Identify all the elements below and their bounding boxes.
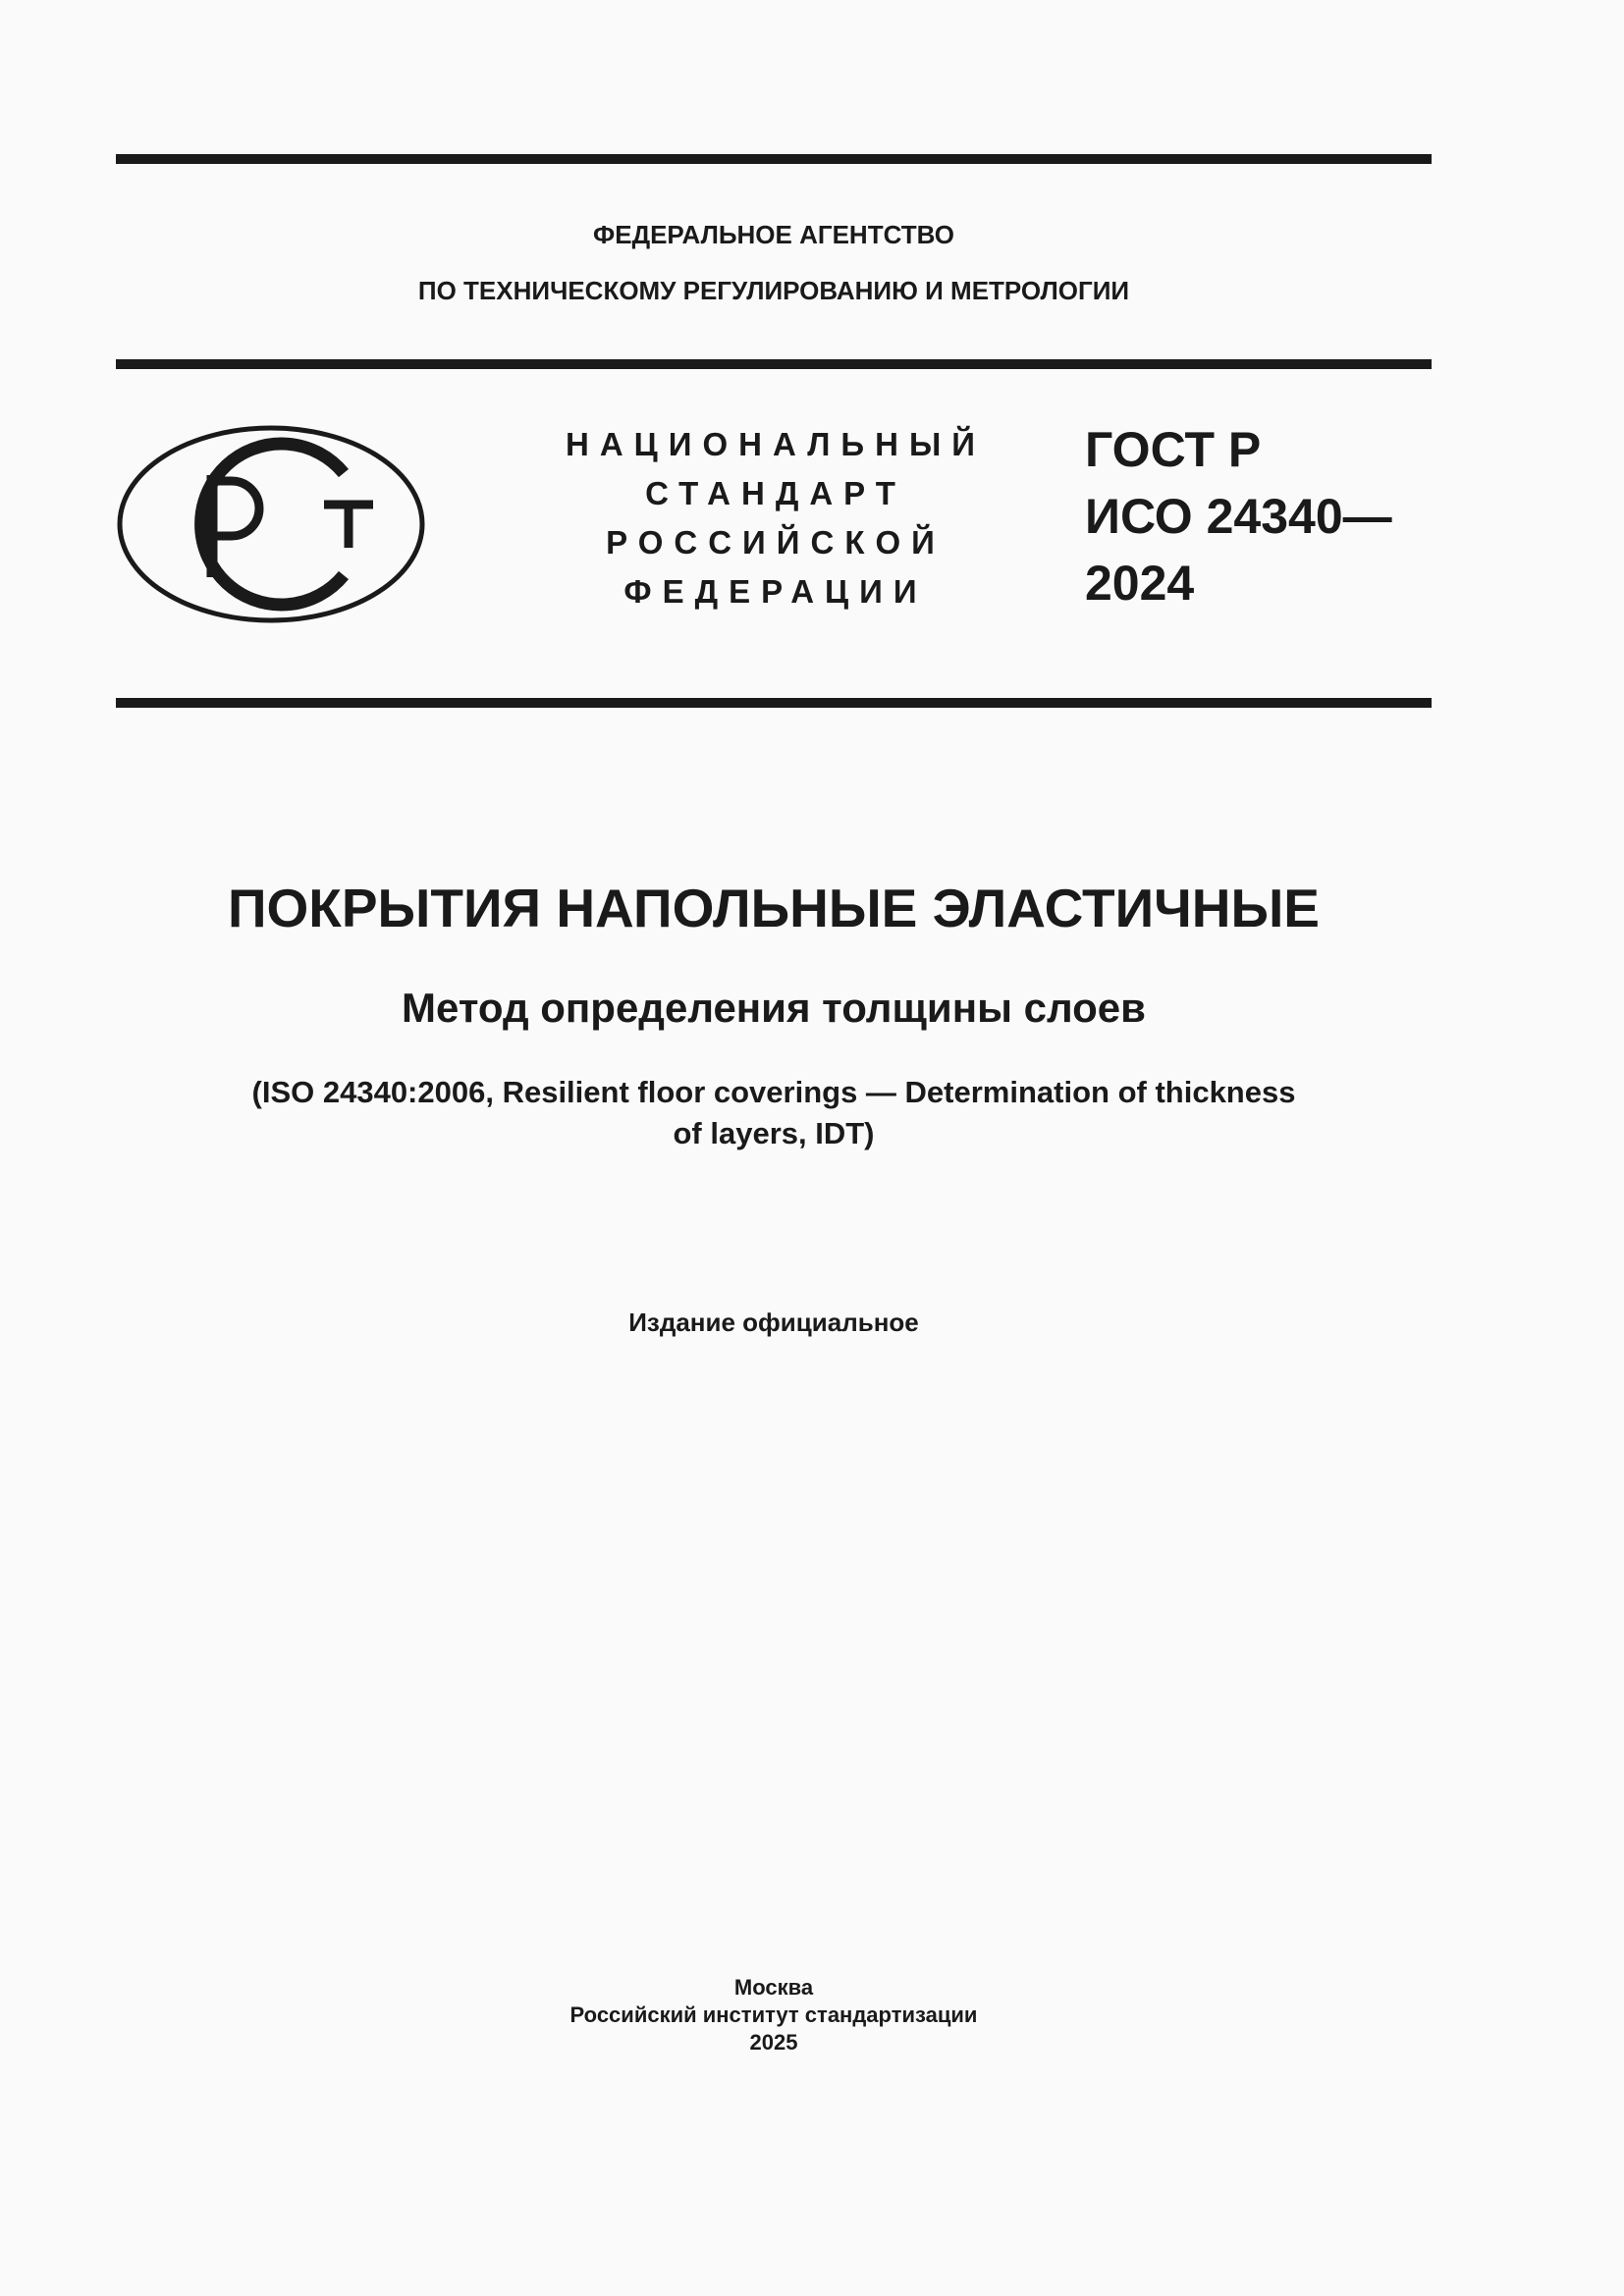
agency-line-2: ПО ТЕХНИЧЕСКОМУ РЕГУЛИРОВАНИЮ И МЕТРОЛОГИИ [417,276,1130,305]
edition-label: Издание официальное [628,1308,919,1337]
imprint-city: Москва [733,1975,814,2000]
top-rule [116,154,1432,164]
designation-line-3: 2024 [1085,556,1195,611]
document-title: ПОКРЫТИЯ НАПОЛЬНЫЕ ЭЛАСТИЧНЫЕ [227,878,1320,938]
imprint-year: 2025 [749,2030,798,2055]
national-standard-line-4: ФЕДЕРАЦИИ [623,573,928,610]
national-standard-line-3: РОССИЙСКОЙ [606,524,946,561]
designation-line-1: ГОСТ Р [1085,422,1262,477]
header-rule [116,359,1432,369]
standard-block-rule [116,698,1432,708]
agency-line-1: ФЕДЕРАЛЬНОЕ АГЕНТСТВО [593,220,954,249]
designation-line-2: ИСО 24340— [1085,489,1392,544]
document-subtitle: Метод определения толщины слоев [402,985,1146,1031]
iso-reference-line-1: (ISO 24340:2006, Resilient floor coverings — Determination of thickness [251,1075,1296,1109]
national-standard-line-2: СТАНДАРТ [645,475,906,511]
imprint-publisher: Российский институт стандартизации [569,2002,978,2027]
iso-reference-line-2: of layers, IDT) [673,1116,875,1150]
national-standard-line-1: НАЦИОНАЛЬНЫЙ [566,426,986,462]
rst-logo-icon [116,424,426,624]
